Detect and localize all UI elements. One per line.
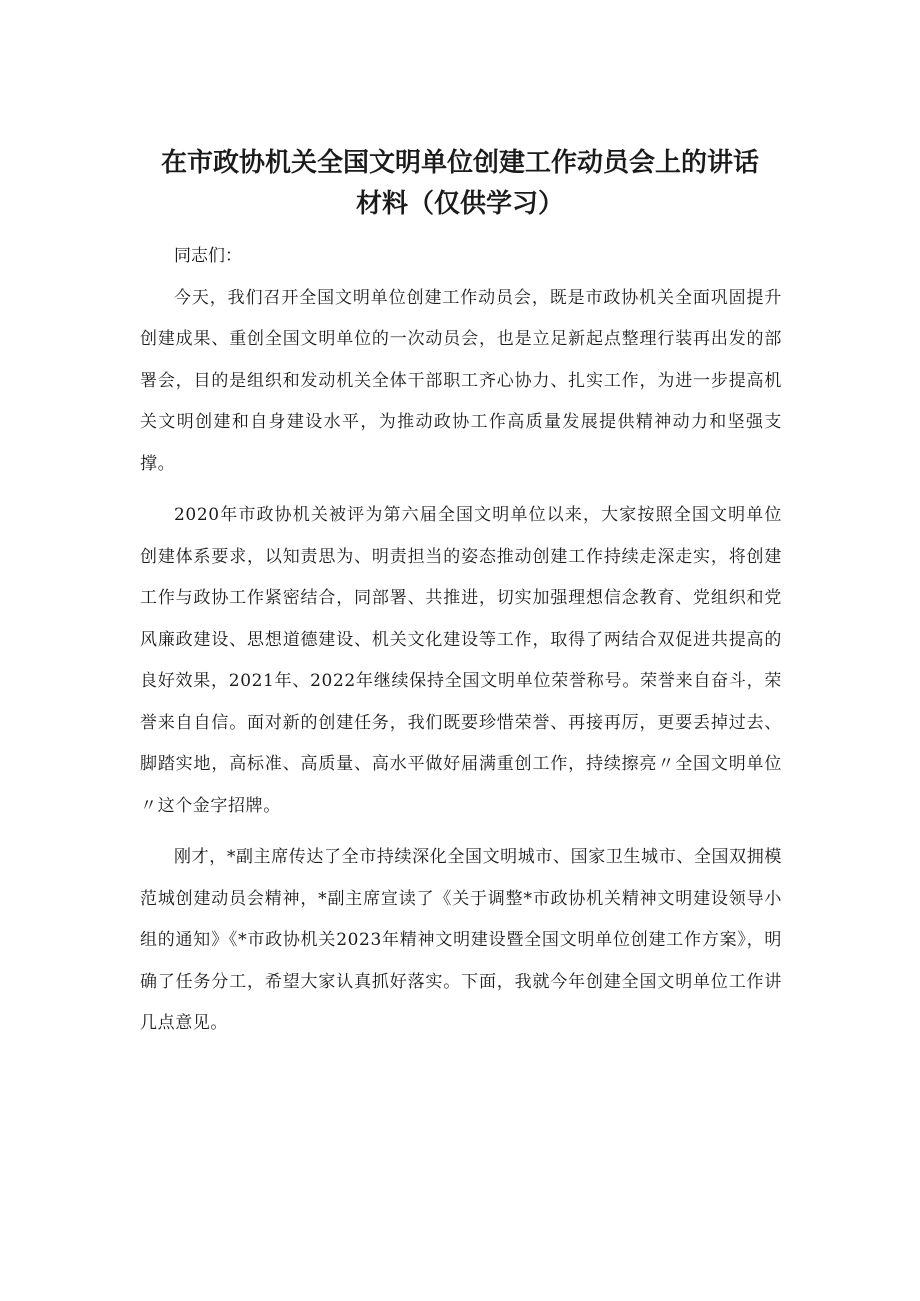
document-title-line-1: 在市政协机关全国文明单位创建工作动员会上的讲话 [160,148,759,178]
paragraph-2: 2020年市政协机关被评为第六届全国文明单位以来，大家按照全国文明单位创建体系要求，以知责思为、明责担当的姿态推动创建工作持续走深走实，将创建工作与政协工作紧密结合，同部署、共推进，切实加强理想信念教育、党组织和党风廉政建设、思想道德建设、机关文化建设等工作，取得了两结合双促进共提高的良好效果，2021年、2022年继续保持全国文明单位荣誉称号。荣誉来自奋斗，荣誉来自自信。面对新的创建任务，我们既要珍惜荣誉、再接再厉，更要丢掉过去、脚踏实地，高标准、高质量、高水平做好届满重创工作，持续擦亮〃全国文明单位〃这个金字招牌。 [140,505,782,816]
document-title-line-2: 材料（仅供学习） [355,189,564,219]
paragraph-1: 今天，我们召开全国文明单位创建工作动员会，既是市政协机关全面巩固提升创建成果、重创全国文明单位的一次动员会，也是立足新起点整理行装再出发的部署会，目的是组织和发动机关全体干部职工齐心协力、扎实工作，为进一步提高机关文明创建和自身建设水平，为推动政协工作高质量发展提供精神动力和坚强支撑。 [140,287,782,474]
salutation: 同志们： [174,246,242,266]
document-body [140,236,782,1055]
paragraph-3: 刚才，*副主席传达了全市持续深化全国文明城市、国家卫生城市、全国双拥模范城创建动员会精神，*副主席宣读了《关于调整*市政协机关精神文明建设领导小组的通知》《*市政协机关2023年精神文明建设暨全国文明单位创建工作方案》，明确了任务分工，希望大家认真抓好落实。下面，我就今年创建全国文明单位工作讲几点意见。 [140,847,782,1033]
